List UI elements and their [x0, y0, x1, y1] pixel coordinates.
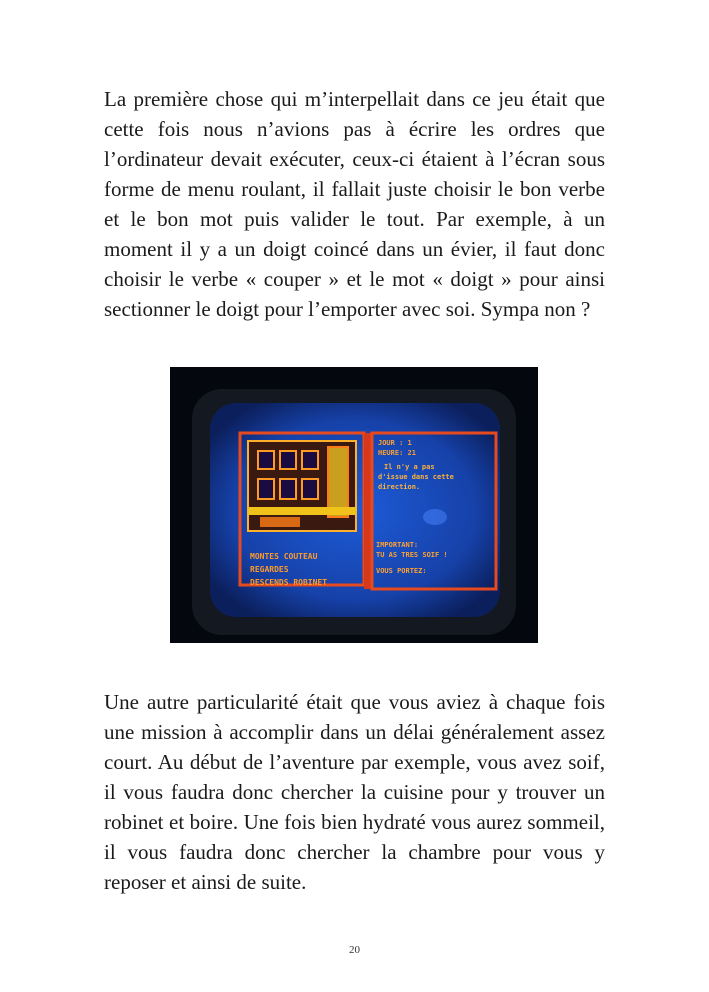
menu-item-regardes[interactable]: REGARDES [250, 565, 289, 574]
page-number: 20 [349, 944, 360, 956]
paragraph-mission: Une autre particularité était que vous aviez à chaque fois une mission à accomplir dans un délai généralement assez court. Au début de l’aventure par exemple, vous avez soif, il vous faudra donc chercher la cuisine pour y trouver un robinet et boire. Une fois bien hydraté vous aurez sommeil, il vous faudra donc chercher la chambre pour vous y reposer et ainsi de suite. [104, 690, 605, 894]
mission-text: TU AS TRES SOIF ! [376, 551, 448, 559]
day-counter: JOUR : 1 [378, 439, 412, 447]
important-label: IMPORTANT: [376, 541, 419, 549]
inventory-label: VOUS PORTEZ: [376, 567, 427, 575]
crt-monitor-illustration [170, 367, 538, 643]
paragraph-intro: La première chose qui m’interpellait dans ce jeu était que cette fois nous n’avions pas à écrire les ordres que l’ordinateur devait exécuter, ceux-ci étaient à l’écran sous forme de menu roulant, il fallait juste choisir le bon verbe et le bon mot puis valider le tout. Par exemple, à un moment il y a un doigt coincé dans un évier, il faut donc choisir le verbe « couper » et le mot « doigt » pour ainsi sectionner le doigt pour l’emporter avec soi. Sympa non ? [104, 87, 605, 321]
game-screen-photo [170, 367, 538, 643]
message-line-1: Il n'y a pas [384, 463, 435, 471]
message-line-3: direction. [378, 483, 421, 491]
menu-item-monte[interactable]: MONTES COUTEAU [250, 552, 318, 561]
menu-item-descends[interactable]: DESCENDS ROBINET [250, 578, 328, 587]
message-line-2: d'issue dans cette [378, 473, 454, 481]
hour-counter: HEURE: 21 [378, 449, 416, 457]
